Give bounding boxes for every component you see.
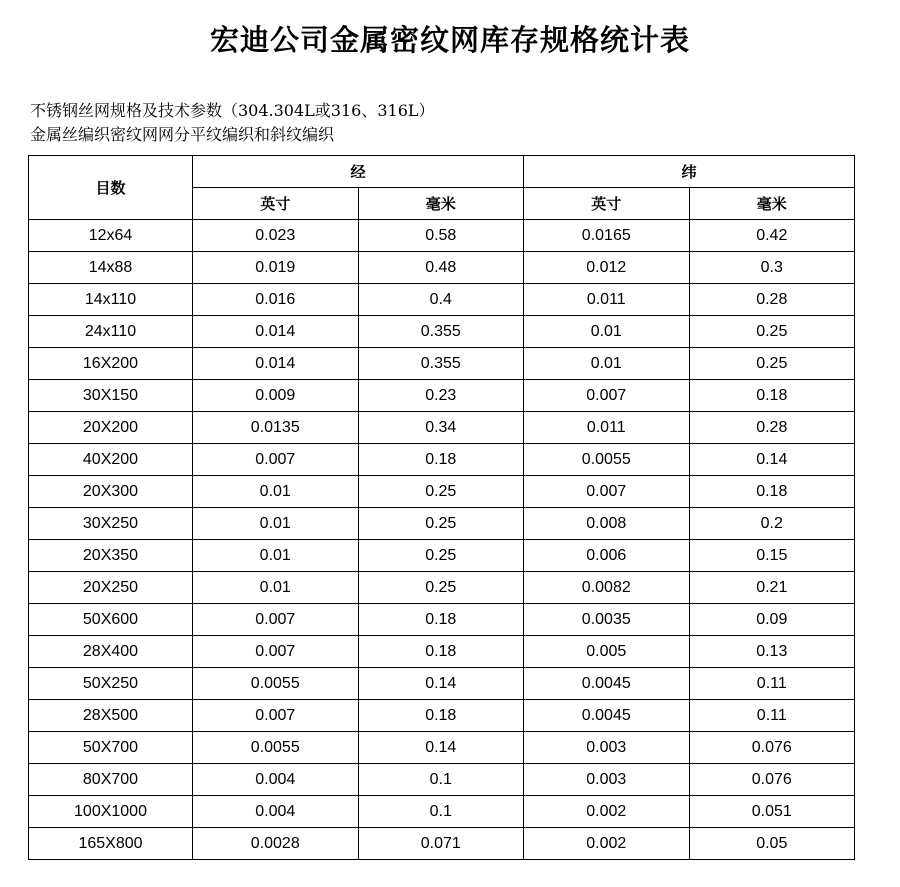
cell-warp-mm: 0.25 [358, 572, 524, 604]
cell-mesh: 28X400 [29, 636, 193, 668]
cell-warp-mm: 0.071 [358, 828, 524, 860]
header-warp-inch: 英寸 [193, 188, 359, 220]
table-row [29, 284, 855, 316]
cell-warp-mm: 0.18 [358, 636, 524, 668]
cell-weft-mm: 0.11 [689, 668, 855, 700]
cell-mesh: 30X250 [29, 508, 193, 540]
cell-weft-mm: 0.14 [689, 444, 855, 476]
cell-warp-mm: 0.355 [358, 348, 524, 380]
cell-warp-inch: 0.0028 [193, 828, 359, 860]
table-row [29, 348, 855, 380]
cell-warp-inch: 0.01 [193, 508, 359, 540]
cell-weft-inch: 0.002 [524, 796, 690, 828]
cell-warp-inch: 0.007 [193, 444, 359, 476]
cell-weft-mm: 0.13 [689, 636, 855, 668]
cell-weft-inch: 0.005 [524, 636, 690, 668]
table-row [29, 444, 855, 476]
table-row [29, 508, 855, 540]
cell-warp-mm: 0.1 [358, 796, 524, 828]
header-mesh: 目数 [29, 156, 193, 220]
cell-warp-mm: 0.18 [358, 700, 524, 732]
cell-weft-mm: 0.28 [689, 412, 855, 444]
cell-weft-inch: 0.002 [524, 828, 690, 860]
cell-mesh: 20X200 [29, 412, 193, 444]
cell-weft-mm: 0.25 [689, 316, 855, 348]
cell-weft-mm: 0.09 [689, 604, 855, 636]
cell-weft-mm: 0.18 [689, 476, 855, 508]
spec-table [28, 155, 855, 860]
cell-weft-mm: 0.051 [689, 796, 855, 828]
table-row [29, 796, 855, 828]
cell-warp-inch: 0.014 [193, 348, 359, 380]
table-row [29, 764, 855, 796]
cell-warp-mm: 0.14 [358, 732, 524, 764]
cell-weft-inch: 0.008 [524, 508, 690, 540]
table-row [29, 828, 855, 860]
cell-mesh: 24x110 [29, 316, 193, 348]
cell-warp-inch: 0.0055 [193, 668, 359, 700]
cell-warp-inch: 0.01 [193, 540, 359, 572]
cell-warp-inch: 0.007 [193, 604, 359, 636]
cell-warp-mm: 0.25 [358, 476, 524, 508]
table-row [29, 412, 855, 444]
cell-warp-mm: 0.25 [358, 508, 524, 540]
cell-weft-mm: 0.11 [689, 700, 855, 732]
header-weft-mm: 毫米 [689, 188, 855, 220]
cell-warp-mm: 0.48 [358, 252, 524, 284]
cell-mesh: 16X200 [29, 348, 193, 380]
cell-warp-mm: 0.14 [358, 668, 524, 700]
table-header [29, 156, 855, 220]
table-row [29, 732, 855, 764]
cell-weft-inch: 0.01 [524, 316, 690, 348]
cell-mesh: 100X1000 [29, 796, 193, 828]
cell-mesh: 12x64 [29, 220, 193, 252]
cell-weft-mm: 0.076 [689, 732, 855, 764]
cell-warp-inch: 0.0135 [193, 412, 359, 444]
cell-warp-mm: 0.23 [358, 380, 524, 412]
table-body [29, 220, 855, 860]
cell-weft-inch: 0.012 [524, 252, 690, 284]
cell-warp-mm: 0.25 [358, 540, 524, 572]
cell-mesh: 14x88 [29, 252, 193, 284]
table-row [29, 380, 855, 412]
cell-weft-inch: 0.011 [524, 412, 690, 444]
cell-warp-mm: 0.58 [358, 220, 524, 252]
cell-warp-inch: 0.004 [193, 764, 359, 796]
cell-weft-mm: 0.05 [689, 828, 855, 860]
cell-warp-inch: 0.01 [193, 572, 359, 604]
cell-warp-inch: 0.004 [193, 796, 359, 828]
cell-mesh: 50X250 [29, 668, 193, 700]
table-row [29, 668, 855, 700]
cell-warp-inch: 0.009 [193, 380, 359, 412]
cell-warp-inch: 0.023 [193, 220, 359, 252]
page-title: 宏迪公司金属密纹网库存规格统计表 [209, 23, 690, 57]
cell-mesh: 20X250 [29, 572, 193, 604]
cell-warp-inch: 0.007 [193, 700, 359, 732]
cell-weft-inch: 0.0165 [524, 220, 690, 252]
cell-warp-inch: 0.016 [193, 284, 359, 316]
table-row [29, 604, 855, 636]
cell-mesh: 20X300 [29, 476, 193, 508]
cell-weft-inch: 0.003 [524, 732, 690, 764]
cell-weft-mm: 0.2 [689, 508, 855, 540]
cell-weft-inch: 0.006 [524, 540, 690, 572]
table-row [29, 220, 855, 252]
cell-warp-inch: 0.007 [193, 636, 359, 668]
cell-weft-inch: 0.007 [524, 476, 690, 508]
table-row [29, 316, 855, 348]
header-warp: 经 [193, 156, 524, 188]
cell-weft-mm: 0.15 [689, 540, 855, 572]
cell-mesh: 80X700 [29, 764, 193, 796]
table-row [29, 252, 855, 284]
table-row [29, 636, 855, 668]
cell-warp-inch: 0.01 [193, 476, 359, 508]
cell-weft-mm: 0.42 [689, 220, 855, 252]
cell-warp-mm: 0.1 [358, 764, 524, 796]
table-row [29, 540, 855, 572]
cell-warp-inch: 0.014 [193, 316, 359, 348]
cell-mesh: 20X350 [29, 540, 193, 572]
cell-mesh: 28X500 [29, 700, 193, 732]
cell-weft-inch: 0.0082 [524, 572, 690, 604]
cell-mesh: 14x110 [29, 284, 193, 316]
cell-mesh: 40X200 [29, 444, 193, 476]
cell-warp-mm: 0.34 [358, 412, 524, 444]
cell-weft-mm: 0.25 [689, 348, 855, 380]
cell-weft-mm: 0.21 [689, 572, 855, 604]
cell-weft-inch: 0.0055 [524, 444, 690, 476]
cell-weft-inch: 0.0035 [524, 604, 690, 636]
cell-weft-mm: 0.28 [689, 284, 855, 316]
cell-weft-mm: 0.076 [689, 764, 855, 796]
cell-mesh: 165X800 [29, 828, 193, 860]
cell-warp-mm: 0.18 [358, 604, 524, 636]
table-row [29, 700, 855, 732]
cell-warp-inch: 0.019 [193, 252, 359, 284]
cell-weft-mm: 0.18 [689, 380, 855, 412]
cell-mesh: 50X700 [29, 732, 193, 764]
header-warp-mm: 毫米 [358, 188, 524, 220]
cell-weft-mm: 0.3 [689, 252, 855, 284]
cell-weft-inch: 0.003 [524, 764, 690, 796]
header-weft: 纬 [524, 156, 855, 188]
cell-mesh: 30X150 [29, 380, 193, 412]
cell-weft-inch: 0.007 [524, 380, 690, 412]
cell-warp-mm: 0.18 [358, 444, 524, 476]
subtitle-spec: 不锈钢丝网规格及技术参数（304.304L或316、316L） [30, 101, 435, 120]
subtitle-weave: 金属丝编织密纹网网分平纹编织和斜纹编织 [30, 125, 335, 144]
cell-mesh: 50X600 [29, 604, 193, 636]
cell-weft-inch: 0.0045 [524, 700, 690, 732]
cell-warp-inch: 0.0055 [193, 732, 359, 764]
cell-weft-inch: 0.0045 [524, 668, 690, 700]
header-weft-inch: 英寸 [524, 188, 690, 220]
cell-warp-mm: 0.4 [358, 284, 524, 316]
cell-weft-inch: 0.01 [524, 348, 690, 380]
table-row [29, 572, 855, 604]
cell-warp-mm: 0.355 [358, 316, 524, 348]
table-row [29, 476, 855, 508]
cell-weft-inch: 0.011 [524, 284, 690, 316]
